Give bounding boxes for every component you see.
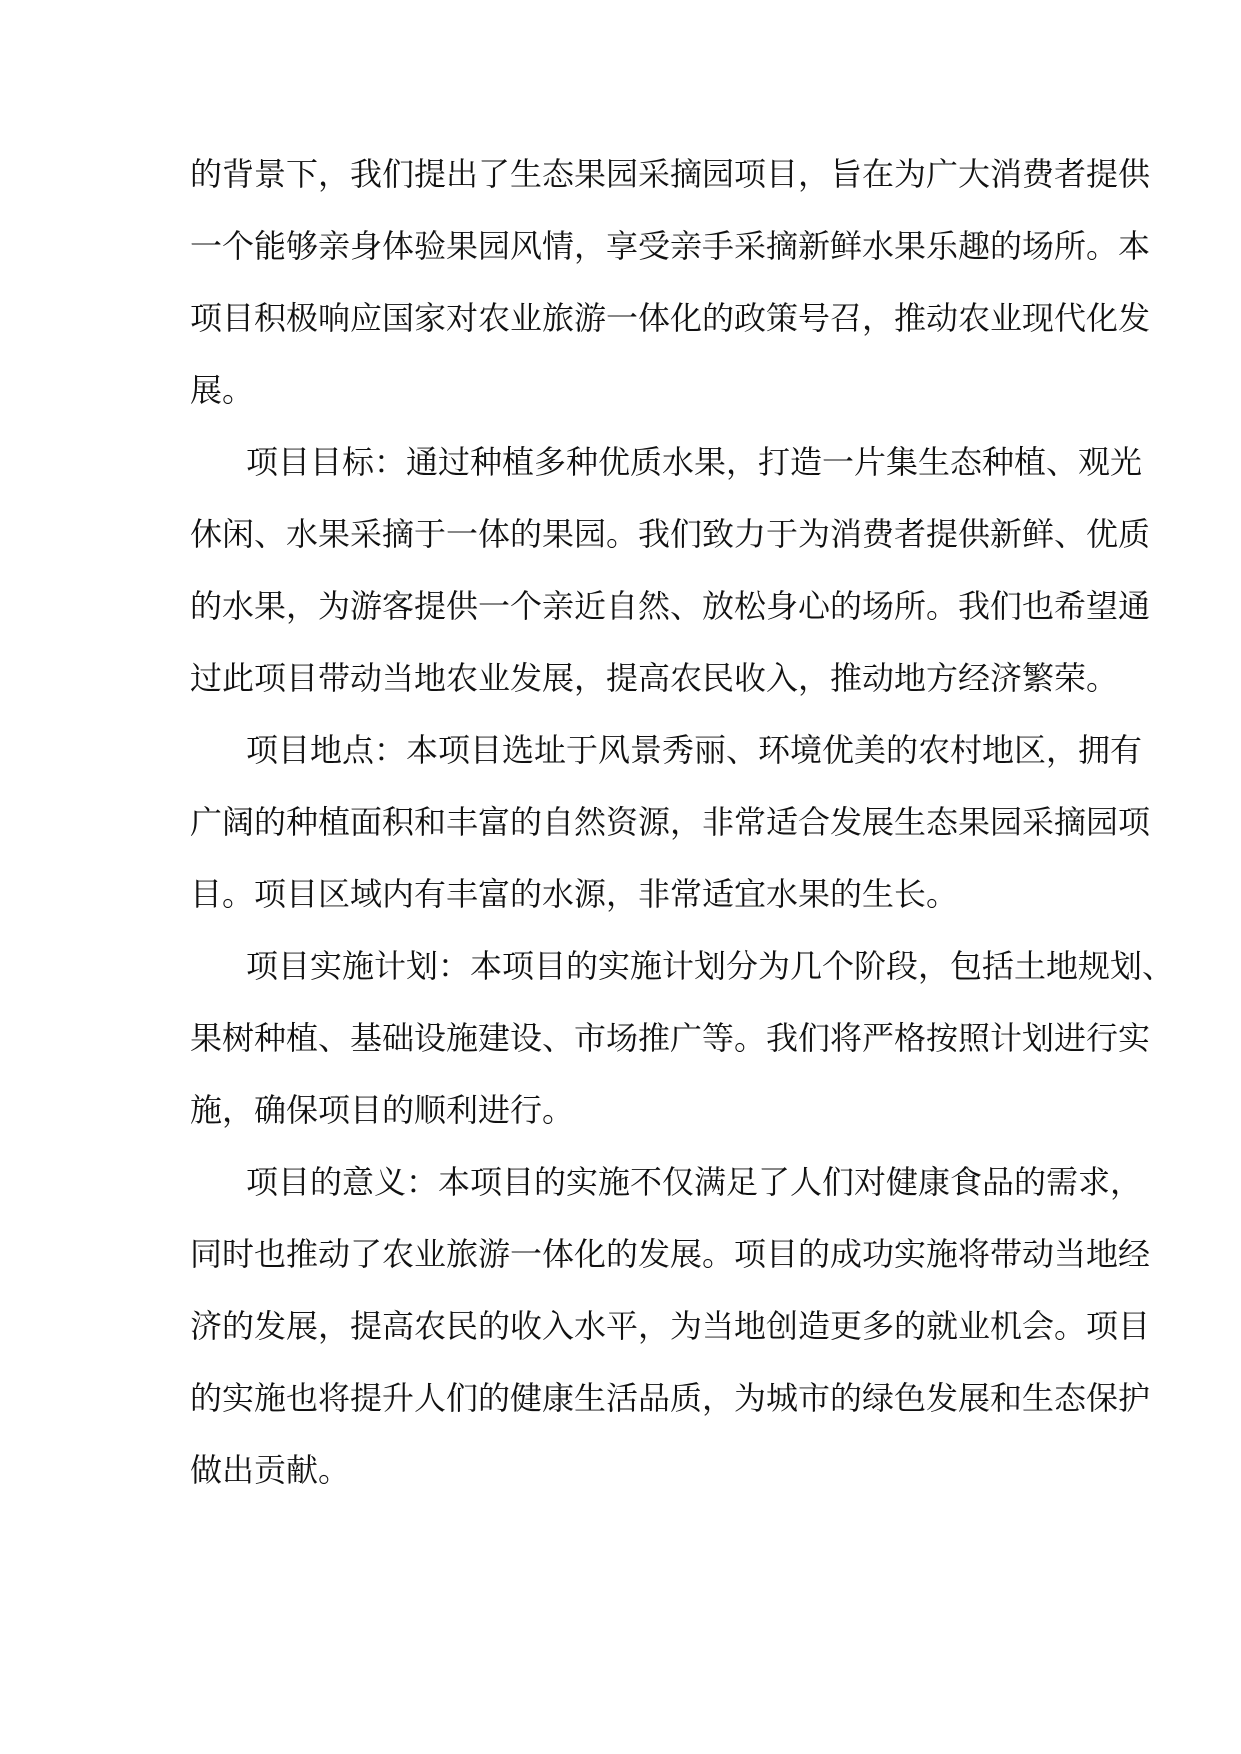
text-line: 一个能够亲身体验果园风情，享受亲手采摘新鲜水果乐趣的场所。本 bbox=[190, 227, 1151, 265]
text-line: 的水果，为游客提供一个亲近自然、放松身心的场所。我们也希望通 bbox=[190, 587, 1151, 625]
text-line: 的实施也将提升人们的健康生活品质，为城市的绿色发展和生态保护 bbox=[190, 1379, 1151, 1417]
text-line: 做出贡献。 bbox=[190, 1451, 351, 1489]
text-line: 目。项目区域内有丰富的水源，非常适宜水果的生长。 bbox=[190, 875, 959, 913]
text-line: 过此项目带动当地农业发展，提高农民收入，推动地方经济繁荣。 bbox=[190, 659, 1119, 697]
text-line: 施，确保项目的顺利进行。 bbox=[190, 1091, 575, 1129]
document-body bbox=[190, 138, 1175, 1506]
paragraph-project-location bbox=[190, 714, 1151, 930]
text-line: 项目目标：通过种植多种优质水果，打造一片集生态种植、观光 bbox=[246, 443, 1143, 481]
paragraph-project-significance bbox=[190, 1146, 1151, 1506]
text-line: 项目实施计划：本项目的实施计划分为几个阶段，包括土地规划、 bbox=[246, 947, 1175, 985]
text-line: 展。 bbox=[190, 371, 255, 409]
text-line: 济的发展，提高农民的收入水平，为当地创造更多的就业机会。项目 bbox=[190, 1307, 1151, 1345]
paragraph-implementation-plan bbox=[190, 930, 1175, 1146]
text-line: 的背景下，我们提出了生态果园采摘园项目，旨在为广大消费者提供 bbox=[190, 155, 1151, 193]
text-line: 同时也推动了农业旅游一体化的发展。项目的成功实施将带动当地经 bbox=[190, 1235, 1151, 1273]
paragraph-background bbox=[190, 138, 1151, 426]
text-line: 休闲、水果采摘于一体的果园。我们致力于为消费者提供新鲜、优质 bbox=[190, 515, 1151, 553]
text-line: 果树种植、基础设施建设、市场推广等。我们将严格按照计划进行实 bbox=[190, 1019, 1151, 1057]
text-line: 项目地点：本项目选址于风景秀丽、环境优美的农村地区，拥有 bbox=[246, 731, 1143, 769]
paragraph-project-goal bbox=[190, 426, 1151, 714]
text-line: 项目积极响应国家对农业旅游一体化的政策号召，推动农业现代化发 bbox=[190, 299, 1151, 337]
text-line: 项目的意义：本项目的实施不仅满足了人们对健康食品的需求， bbox=[246, 1163, 1143, 1201]
text-line: 广阔的种植面积和丰富的自然资源，非常适合发展生态果园采摘园项 bbox=[190, 803, 1151, 841]
